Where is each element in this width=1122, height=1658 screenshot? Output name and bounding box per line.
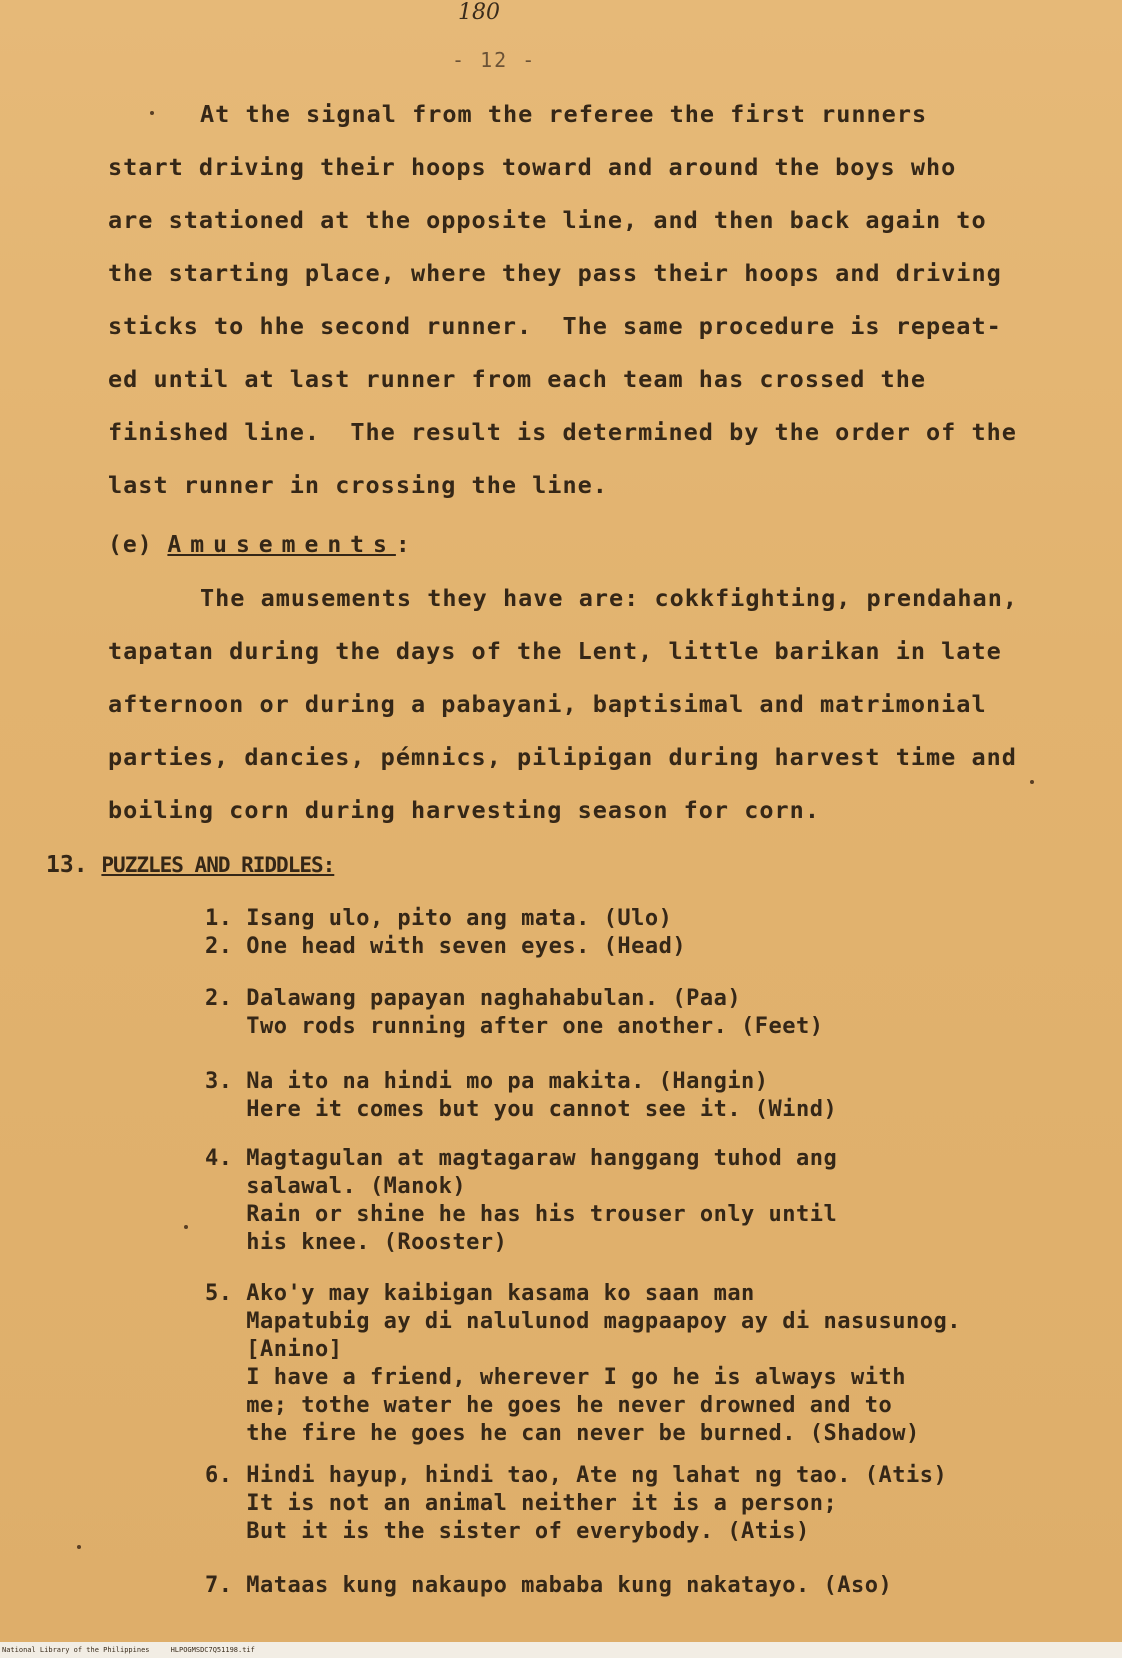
riddle-item: 2. Dalawang papayan naghahabulan. (Paa) Two rods running after one another. (Feet): [205, 986, 824, 1039]
paragraph-line: start driving their hoops toward and around the boys who: [108, 153, 957, 181]
handwritten-page-number: 180: [458, 0, 500, 25]
amusements-line: parties, dancies, pémnics, pilipigan during harvest time and: [108, 743, 1017, 771]
amusements-prefix: (e): [108, 532, 153, 558]
paragraph-line: the starting place, where they pass their hoops and driving: [108, 259, 1002, 287]
amusements-line: boiling corn during harvesting season for corn.: [108, 796, 820, 824]
page-number: - 12 -: [452, 48, 537, 72]
scan-footer: National Library of the Philippines HLPOGMSDC7Q51198.tif: [2, 1646, 255, 1654]
puzzles-title: PUZZLES AND RIDDLES:: [101, 853, 335, 877]
paragraph-line: sticks to hhe second runner. The same procedure is repeat-: [108, 312, 1002, 340]
riddle-item: 4. Magtagulan at magtagaraw hanggang tuhod ang salawal. (Manok) Rain or shine he has his trouser only until his knee. (Rooster): [205, 1146, 838, 1255]
paragraph-line: At the signal from the referee the first runners: [200, 100, 928, 128]
paper-speck: [184, 1225, 188, 1229]
puzzles-number: 13.: [46, 852, 88, 878]
puzzles-heading: [46, 852, 334, 878]
paper-speck: [1030, 780, 1034, 784]
amusements-heading: [108, 532, 411, 558]
paper-speck: [150, 111, 154, 115]
amusements-line: tapatan during the days of the Lent, little barikan in late: [108, 637, 1002, 665]
paragraph-line: finished line. The result is determined by the order of the: [108, 418, 1017, 446]
paragraph-line: ed until at last runner from each team has crossed the: [108, 365, 927, 393]
riddle-item: 3. Na ito na hindi mo pa makita. (Hangin) Here it comes but you cannot see it. (Wind): [205, 1069, 838, 1122]
paragraph-line: are stationed at the opposite line, and then back again to: [108, 206, 987, 234]
amusements-title: Amusements: [167, 532, 396, 558]
riddle-item: 5. Ako'y may kaibigan kasama ko saan man Mapatubig ay di nalulunod magpaapoy ay di nasusunog. [Anino] I have a friend, wherever I go he is always with me; tothe water he goes he never drowned and to the fire he goes he can never be burned. (Shadow): [205, 1281, 961, 1446]
riddle-item: 7. Mataas kung nakaupo mababa kung nakatayo. (Aso): [205, 1573, 893, 1598]
paper-speck: [77, 1545, 81, 1549]
riddle-item: 6. Hindi hayup, hindi tao, Ate ng lahat ng tao. (Atis) It is not an animal neither it is a person; But it is the sister of everybody. (Atis): [205, 1463, 948, 1544]
paragraph-line: last runner in crossing the line.: [108, 471, 608, 499]
amusements-line: The amusements they have are: cokkfighting, prendahan,: [200, 584, 1019, 612]
riddle-item: 1. Isang ulo, pito ang mata. (Ulo) 2. One head with seven eyes. (Head): [205, 906, 687, 959]
amusements-line: afternoon or during a pabayani, baptisimal and matrimonial: [108, 690, 987, 718]
amusements-suffix: :: [395, 532, 411, 558]
